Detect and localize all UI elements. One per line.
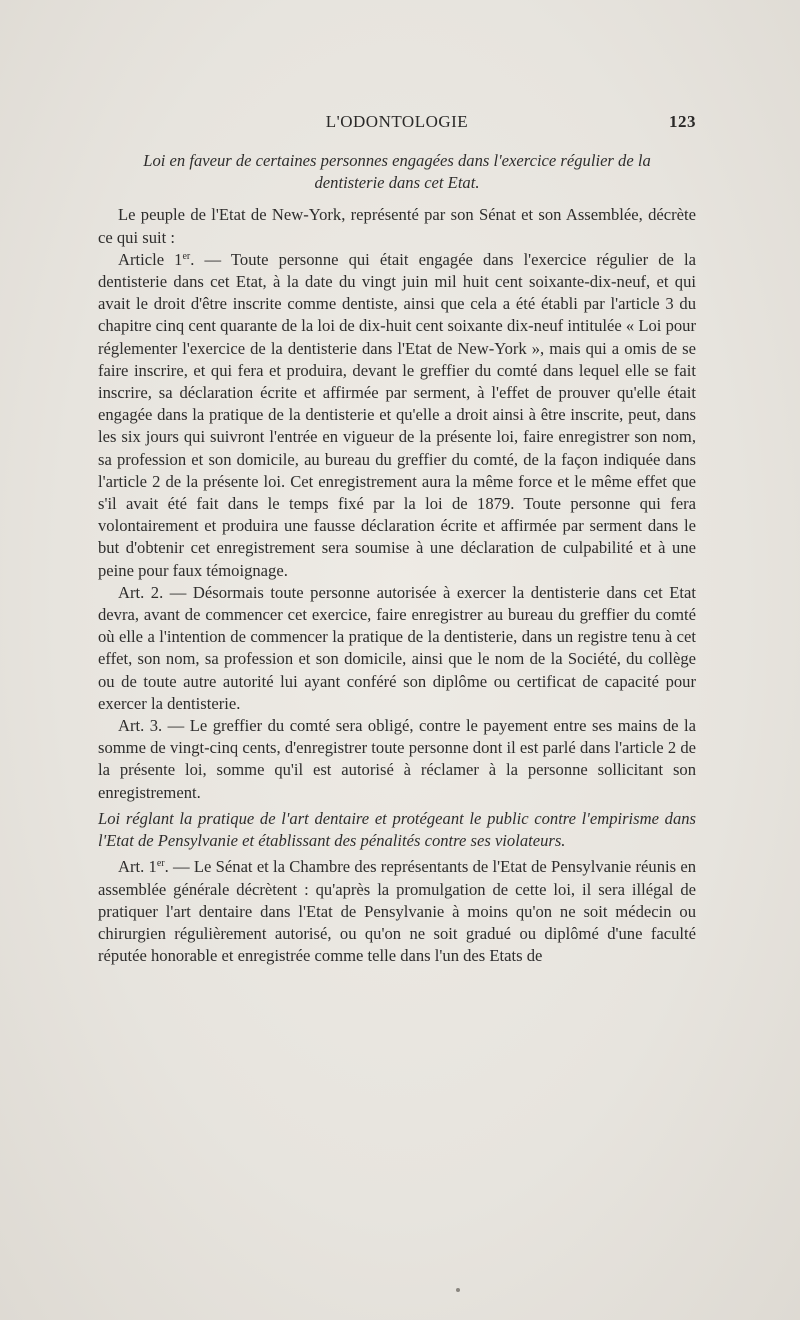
body-text: [98, 150, 696, 967]
article-1-label: Article 1: [118, 249, 183, 269]
article-3-new-york: Art. 3. — Le greffier du comté sera obligé, contre le payement entre ses mains de la somme de vingt-cinq cents, d'enregistrer toute personne dont il est parlé dans l'article 2 de la présente loi, somme qu'il est autorisé à réclamer à la personne sollicitant son enregistrement.: [98, 716, 696, 802]
enactment-clause: Le peuple de l'Etat de New-York, représenté par son Sénat et son Assemblée, décrète ce qui suit :: [98, 205, 696, 247]
page-number: 123: [669, 112, 696, 131]
article-1-text: . — Toute personne qui était engagée dans l'exercice régulier de la dentisterie dans cet Etat, à la date du vingt juin mil huit cent soixante-dix-neuf, et qui avait le droit d'être inscrite comme dentiste, ainsi que cela a été établi par l'article 3 du chapitre cinq cent quarante de la loi de dix-huit cent soixante dix-neuf intitulée « Loi pour réglementer l'exercice de la dentisterie dans l'Etat de New-York », mais qui a omis de se faire inscrire, et qui fera et produira, devant le greffier du comté dans lequel elle se fait inscrire, sa déclaration écrite et affirmée par serment, à l'effet de prouver qu'elle était engagée dans la pratique de la dentisterie et qu'elle a droit ainsi à être inscrite, peut, dans les six jours qui suivront l'entrée en vigueur de la présente loi, faire enregistrer son nom, sa profession et son domicile, au bureau du greffier du comté, de la façon indiquée dans l'article 2 de la présente loi. Cet enregistrement aura la même force et le même effet que s'il avait été fait dans le temps fixé par la loi de 1879. Toute personne qui fera volontairement et produira une fausse déclaration écrite et affirmée par serment dans le but d'obtenir cet enregistrement sera soumise à une déclaration de culpabilité et à une peine pour faux témoignage.: [98, 249, 696, 580]
article-1-label: Art. 1: [118, 857, 157, 877]
section-heading-new-york-line1: Loi en faveur de certaines personnes engagées dans l'exercice régulier de la: [143, 151, 651, 170]
ink-speck: [456, 1288, 460, 1292]
journal-title: L'ODONTOLOGIE: [325, 112, 469, 131]
spacer: [98, 194, 696, 204]
article-1-superscript: er: [182, 250, 191, 262]
article-1-pensylvanie: [98, 856, 696, 967]
running-head: [98, 112, 696, 136]
section-heading-new-york-line2: dentisterie dans cet Etat.: [314, 173, 480, 193]
article-2-new-york: Art. 2. — Désormais toute personne autorisée à exercer la dentisterie dans cet Etat devra, avant de commencer cet exercice, faire enregistrer au bureau du greffier du comté où elle a l'intention de commencer la pratique de la dentisterie, dans un registre tenu à cet effet, son nom, sa profession et son domicile, ainsi que le nom de la Société, du collège ou de toute autre autorité lui ayant conféré son diplôme ou certificat de capacité pour exercer la dentisterie.: [98, 582, 696, 713]
section-heading-pensylvanie: Loi réglant la pratique de l'art dentaire et protégeant le public contre l'empirisme dans l'Etat de Pensylvanie et établissant des pénalités contre ses violateurs.: [98, 808, 696, 851]
article-1-superscript: er: [156, 858, 165, 870]
article-1-text: . — Le Sénat et la Chambre des représentants de l'Etat de Pensylvanie réunis en assemblée générale décrètent : qu'après la promulgation de cette loi, il sera illégal de pratiquer l'art dentaire dans l'Etat de Pensylvanie à moins qu'on ne soit médecin ou chirurgien régulièrement autorisé, ou qu'on ne soit gradué ou diplômé d'une faculté réputée honorable et enregistrée comme telle dans l'un des Etats de: [98, 857, 697, 966]
article-1-new-york: [98, 249, 696, 582]
